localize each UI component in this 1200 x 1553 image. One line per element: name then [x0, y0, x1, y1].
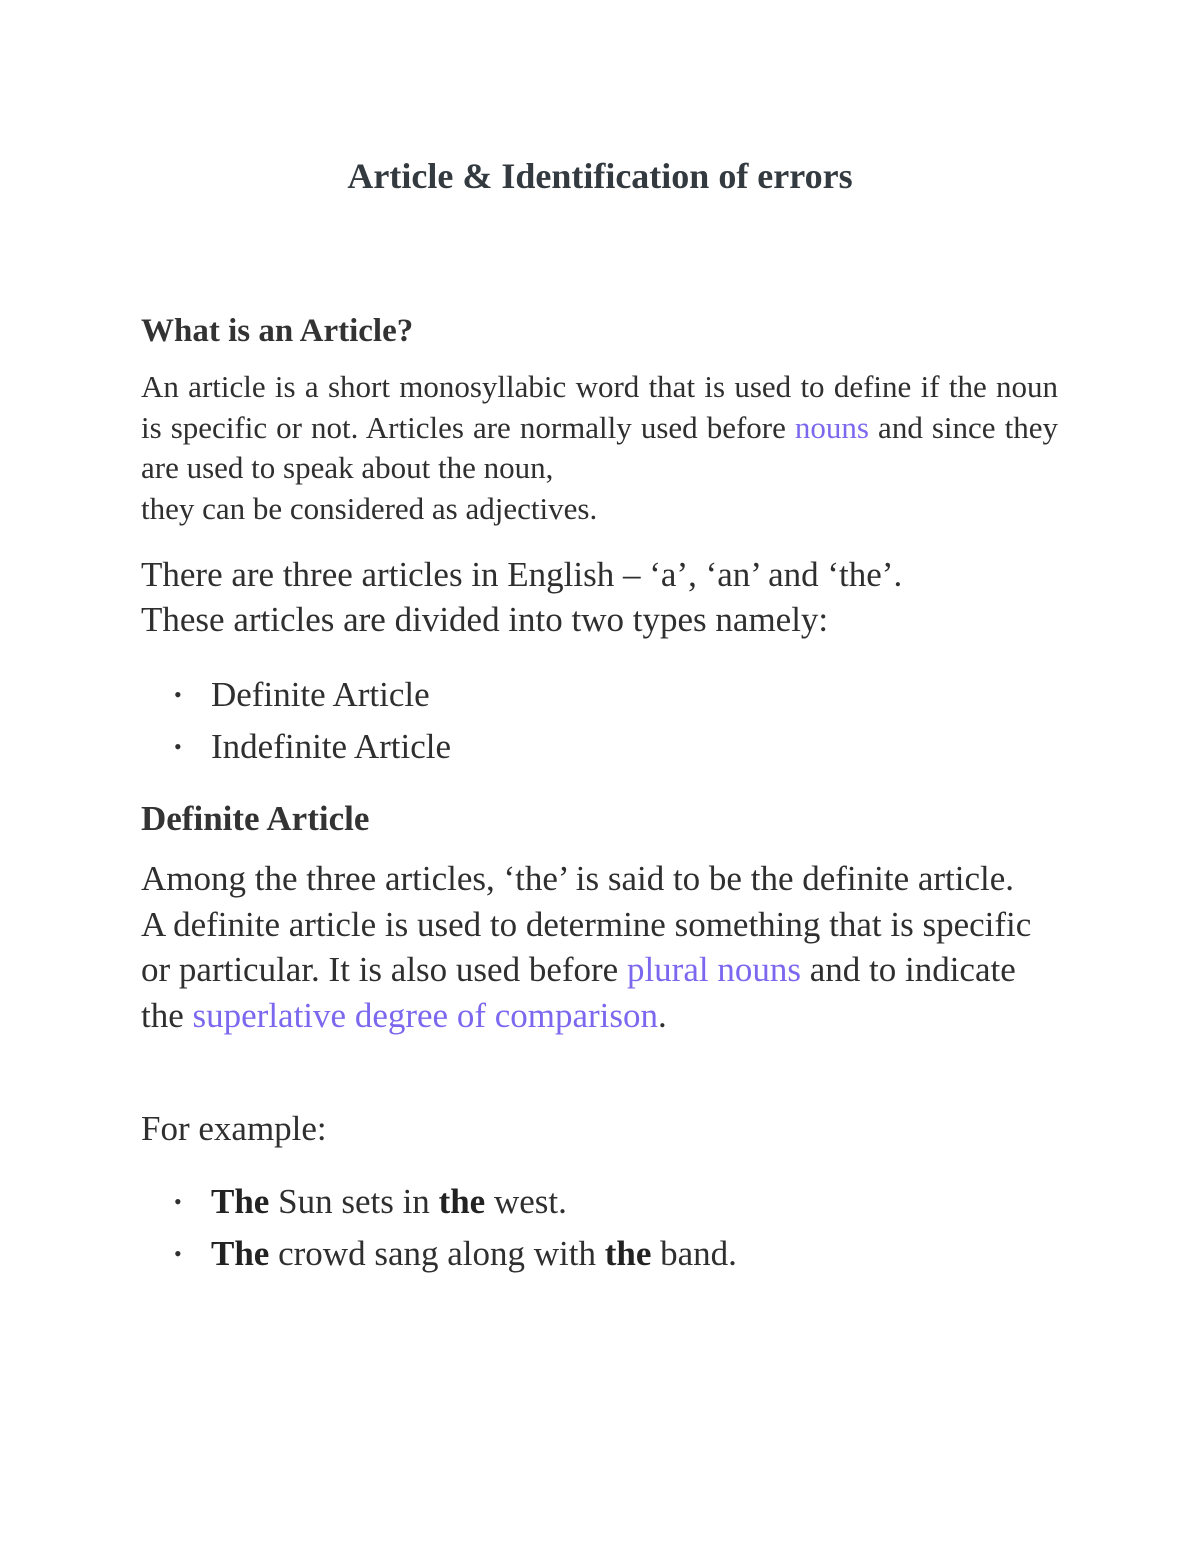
section-heading-what-is-article: What is an Article? — [141, 313, 414, 349]
example-text: band. — [651, 1234, 737, 1273]
three-articles-paragraph — [141, 552, 1081, 642]
example-text: Sun sets in — [269, 1182, 439, 1221]
example-text: crowd sang along with — [269, 1234, 605, 1273]
superlative-degree-link[interactable]: superlative degree of comparison — [192, 995, 659, 1035]
example-item — [141, 1228, 737, 1280]
example-label: For example: — [141, 1109, 327, 1148]
section-heading-definite-article: Definite Article — [141, 799, 370, 838]
paragraph-line: There are three articles in English – ‘a’, ‘an’ and ‘the’. — [141, 555, 903, 594]
article-definition-paragraph — [141, 367, 1058, 529]
list-item-label: Definite Article — [211, 675, 430, 714]
document-title: Article & Identification of errors — [347, 156, 853, 196]
paragraph-line: These articles are divided into two types namely: — [141, 600, 829, 639]
bold-article: the — [438, 1182, 486, 1221]
examples-list — [141, 1176, 737, 1280]
definite-article-paragraph — [141, 856, 1041, 1038]
example-text: west. — [485, 1182, 567, 1221]
bullet-icon: • — [174, 1189, 182, 1214]
nouns-link[interactable]: nouns — [794, 409, 869, 445]
paragraph-text: they can be considered as adjectives. — [141, 490, 598, 526]
bold-article: The — [211, 1182, 270, 1221]
list-item — [141, 721, 451, 773]
bullet-icon: • — [174, 734, 182, 759]
paragraph-text: and since they are used to speak about the noun, — [141, 409, 1058, 485]
example-item — [141, 1176, 737, 1228]
paragraph-text: and to indicate the — [141, 950, 1016, 1035]
article-types-list — [141, 669, 451, 773]
bullet-icon: • — [174, 1241, 182, 1266]
bold-article: the — [604, 1234, 652, 1273]
list-item — [141, 669, 451, 721]
list-item-label: Indefinite Article — [211, 727, 452, 766]
paragraph-text: Among the three articles, ‘the’ is said to be the definite article. A definite article is used to determine something that is specific or particular. It is also used before — [141, 859, 1032, 989]
plural-nouns-link[interactable]: plural nouns — [626, 950, 801, 989]
bold-article: The — [211, 1234, 270, 1273]
bullet-icon: • — [174, 682, 182, 707]
paragraph-text: . — [658, 995, 667, 1035]
paragraph-text: An article is a short monosyllabic word that is used to define if the noun is specific or not. Articles are normally used before — [141, 369, 1058, 445]
